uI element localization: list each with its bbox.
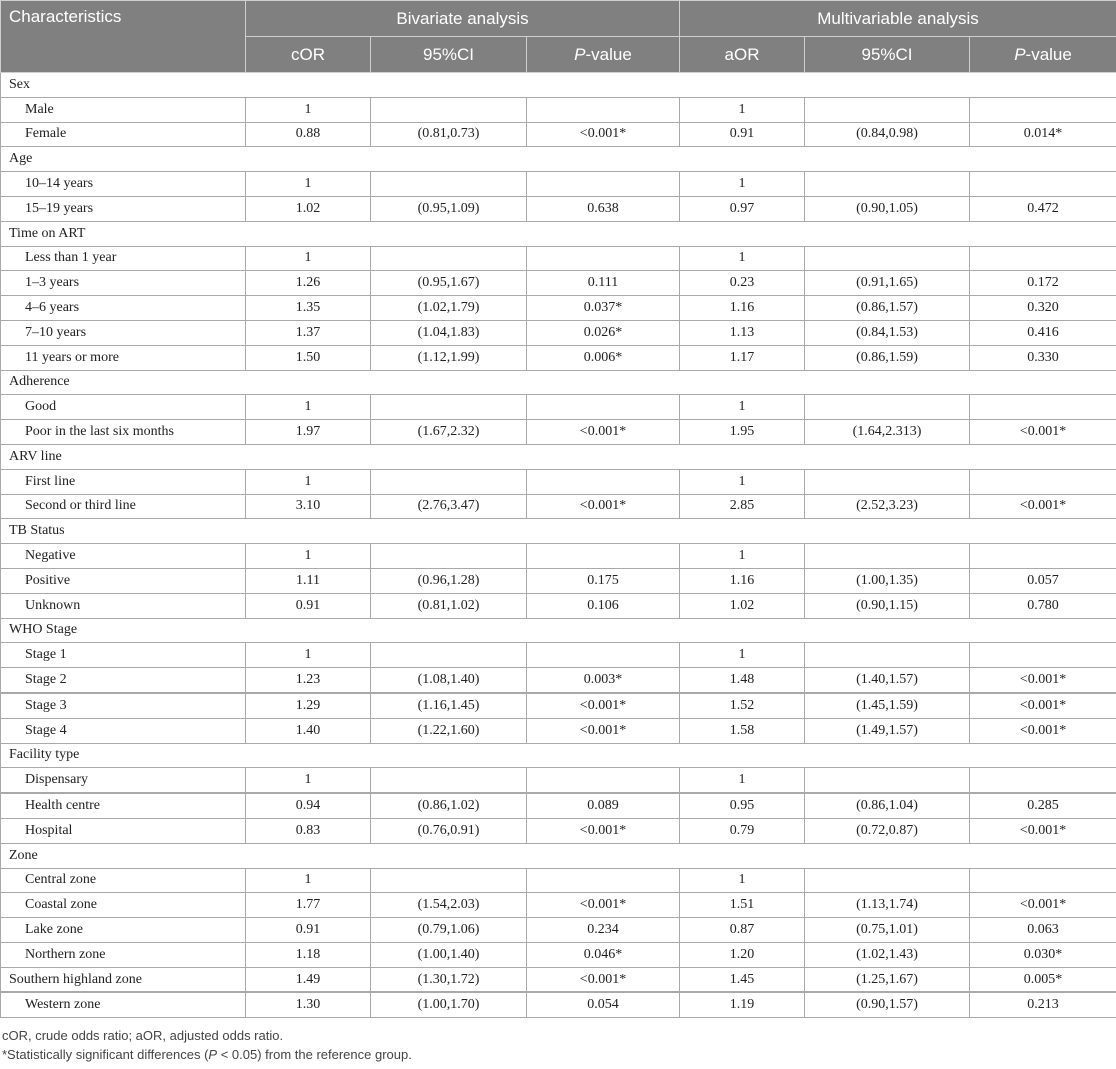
- table-row: [1, 967, 1116, 992]
- aor-cell: 0.23: [680, 271, 805, 296]
- header-aor: aOR: [680, 37, 805, 73]
- ci-multivariable-cell: [805, 395, 970, 420]
- aor-cell: 0.95: [680, 793, 805, 818]
- group-title: Sex: [1, 73, 1116, 98]
- group-header-row: [1, 519, 1116, 544]
- aor-cell: 1.58: [680, 718, 805, 743]
- aor-cell: 1: [680, 469, 805, 494]
- cor-cell: 0.91: [246, 918, 371, 943]
- row-label: Stage 2: [1, 668, 246, 693]
- ci-bivariate-cell: (1.00,1.40): [371, 942, 527, 967]
- aor-cell: 1: [680, 643, 805, 668]
- ci-multivariable-cell: (1.13,1.74): [805, 893, 970, 918]
- cor-cell: 1.26: [246, 271, 371, 296]
- p-multivariable-cell: 0.005*: [970, 967, 1116, 992]
- row-label: Northern zone: [1, 942, 246, 967]
- p-multivariable-cell: <0.001*: [970, 693, 1116, 718]
- table-row: [1, 122, 1116, 147]
- row-label: Unknown: [1, 593, 246, 618]
- row-label: Poor in the last six months: [1, 420, 246, 445]
- aor-cell: 1.95: [680, 420, 805, 445]
- cor-cell: 0.83: [246, 818, 371, 843]
- ci-multivariable-cell: [805, 469, 970, 494]
- ci-multivariable-cell: (2.52,3.23): [805, 494, 970, 519]
- row-label: Positive: [1, 568, 246, 593]
- ci-multivariable-cell: (0.86,1.59): [805, 345, 970, 370]
- row-label: Hospital: [1, 818, 246, 843]
- aor-cell: 1.16: [680, 568, 805, 593]
- aor-cell: 1: [680, 544, 805, 569]
- cor-cell: 1.37: [246, 320, 371, 345]
- header-multivariable: Multivariable analysis: [680, 1, 1116, 37]
- aor-cell: 2.85: [680, 494, 805, 519]
- cor-cell: 1.02: [246, 196, 371, 221]
- p-bivariate-cell: [527, 172, 680, 197]
- aor-cell: 0.97: [680, 196, 805, 221]
- row-label: Lake zone: [1, 918, 246, 943]
- ci-multivariable-cell: (0.90,1.15): [805, 593, 970, 618]
- p-bivariate-cell: [527, 768, 680, 793]
- group-title: Time on ART: [1, 221, 1116, 246]
- table-row: [1, 395, 1116, 420]
- p-bivariate-cell: <0.001*: [527, 693, 680, 718]
- row-label: First line: [1, 469, 246, 494]
- table-row: [1, 320, 1116, 345]
- p-bivariate-cell: [527, 469, 680, 494]
- ci-multivariable-cell: [805, 544, 970, 569]
- aor-cell: 0.91: [680, 122, 805, 147]
- header-ci-bivariate: 95%CI: [371, 37, 527, 73]
- table-row: [1, 271, 1116, 296]
- table-row: [1, 246, 1116, 271]
- group-header-row: [1, 618, 1116, 643]
- cor-cell: 1.18: [246, 942, 371, 967]
- ci-bivariate-cell: (1.54,2.03): [371, 893, 527, 918]
- ci-bivariate-cell: [371, 246, 527, 271]
- table-row: [1, 992, 1116, 1017]
- aor-cell: 1.20: [680, 942, 805, 967]
- cor-cell: 1.97: [246, 420, 371, 445]
- p-bivariate-cell: 0.006*: [527, 345, 680, 370]
- ci-multivariable-cell: (1.45,1.59): [805, 693, 970, 718]
- table-row: [1, 544, 1116, 569]
- ci-multivariable-cell: [805, 643, 970, 668]
- table-body: [1, 73, 1116, 1018]
- p-multivariable-cell: 0.320: [970, 296, 1116, 321]
- ci-multivariable-cell: (0.86,1.57): [805, 296, 970, 321]
- p-multivariable-cell: 0.213: [970, 992, 1116, 1017]
- row-label: Stage 1: [1, 643, 246, 668]
- p-multivariable-cell: <0.001*: [970, 494, 1116, 519]
- p-multivariable-cell: 0.014*: [970, 122, 1116, 147]
- ci-bivariate-cell: (1.08,1.40): [371, 668, 527, 693]
- p-multivariable-cell: [970, 768, 1116, 793]
- ci-bivariate-cell: [371, 768, 527, 793]
- row-label: 15–19 years: [1, 196, 246, 221]
- group-header-row: [1, 370, 1116, 395]
- group-header-row: [1, 743, 1116, 768]
- header-p-multivariable: P-value: [970, 37, 1116, 73]
- p-multivariable-cell: [970, 544, 1116, 569]
- cor-cell: 1: [246, 768, 371, 793]
- ci-multivariable-cell: (0.91,1.65): [805, 271, 970, 296]
- ci-multivariable-cell: [805, 768, 970, 793]
- p-bivariate-cell: <0.001*: [527, 122, 680, 147]
- p-multivariable-cell: <0.001*: [970, 818, 1116, 843]
- ci-bivariate-cell: (1.30,1.72): [371, 967, 527, 992]
- ci-bivariate-cell: (0.86,1.02): [371, 793, 527, 818]
- ci-multivariable-cell: (0.86,1.04): [805, 793, 970, 818]
- aor-cell: 1.02: [680, 593, 805, 618]
- group-title: WHO Stage: [1, 618, 1116, 643]
- table-row: [1, 494, 1116, 519]
- cor-cell: 1.30: [246, 992, 371, 1017]
- row-label: Coastal zone: [1, 893, 246, 918]
- table-row: [1, 793, 1116, 818]
- ci-bivariate-cell: [371, 395, 527, 420]
- p-bivariate-cell: <0.001*: [527, 818, 680, 843]
- cor-cell: 0.91: [246, 593, 371, 618]
- ci-bivariate-cell: (1.04,1.83): [371, 320, 527, 345]
- ci-bivariate-cell: [371, 544, 527, 569]
- p-bivariate-cell: 0.106: [527, 593, 680, 618]
- p-bivariate-cell: <0.001*: [527, 967, 680, 992]
- group-header-row: [1, 444, 1116, 469]
- table-row: [1, 420, 1116, 445]
- cor-cell: 1.23: [246, 668, 371, 693]
- ci-bivariate-cell: [371, 469, 527, 494]
- cor-cell: 1: [246, 469, 371, 494]
- aor-cell: 1: [680, 97, 805, 122]
- p-multivariable-cell: <0.001*: [970, 718, 1116, 743]
- table-row: [1, 693, 1116, 718]
- group-header-row: [1, 221, 1116, 246]
- table-footnotes: [0, 1018, 1116, 1064]
- p-bivariate-cell: [527, 868, 680, 893]
- p-multivariable-cell: [970, 868, 1116, 893]
- aor-cell: 1: [680, 868, 805, 893]
- ci-multivariable-cell: (1.00,1.35): [805, 568, 970, 593]
- ci-multivariable-cell: (0.84,0.98): [805, 122, 970, 147]
- p-bivariate-cell: [527, 395, 680, 420]
- header-bivariate: Bivariate analysis: [246, 1, 680, 37]
- ci-multivariable-cell: (1.64,2.313): [805, 420, 970, 445]
- table-row: [1, 196, 1116, 221]
- row-label: 4–6 years: [1, 296, 246, 321]
- ci-multivariable-cell: [805, 246, 970, 271]
- aor-cell: 1.48: [680, 668, 805, 693]
- cor-cell: 1.40: [246, 718, 371, 743]
- row-label: Good: [1, 395, 246, 420]
- cor-cell: 1.49: [246, 967, 371, 992]
- row-label: Less than 1 year: [1, 246, 246, 271]
- ci-multivariable-cell: (1.02,1.43): [805, 942, 970, 967]
- p-bivariate-cell: 0.111: [527, 271, 680, 296]
- ci-bivariate-cell: (1.22,1.60): [371, 718, 527, 743]
- aor-cell: 1.45: [680, 967, 805, 992]
- ci-bivariate-cell: (2.76,3.47): [371, 494, 527, 519]
- ci-multivariable-cell: [805, 172, 970, 197]
- p-bivariate-cell: [527, 544, 680, 569]
- aor-cell: 1.52: [680, 693, 805, 718]
- p-bivariate-cell: 0.638: [527, 196, 680, 221]
- cor-cell: 1.11: [246, 568, 371, 593]
- ci-bivariate-cell: (1.16,1.45): [371, 693, 527, 718]
- row-label: Southern highland zone: [1, 967, 246, 992]
- p-bivariate-cell: [527, 246, 680, 271]
- group-header-row: [1, 73, 1116, 98]
- p-bivariate-cell: [527, 97, 680, 122]
- group-title: Age: [1, 147, 1116, 172]
- cor-cell: 1.35: [246, 296, 371, 321]
- cor-cell: 1: [246, 172, 371, 197]
- table-row: [1, 942, 1116, 967]
- table-row: [1, 296, 1116, 321]
- p-bivariate-cell: 0.234: [527, 918, 680, 943]
- ci-bivariate-cell: (1.67,2.32): [371, 420, 527, 445]
- row-label: Central zone: [1, 868, 246, 893]
- p-bivariate-cell: 0.054: [527, 992, 680, 1017]
- ci-bivariate-cell: (1.02,1.79): [371, 296, 527, 321]
- cor-cell: 1.29: [246, 693, 371, 718]
- ci-multivariable-cell: (0.84,1.53): [805, 320, 970, 345]
- p-multivariable-cell: [970, 97, 1116, 122]
- row-label: 10–14 years: [1, 172, 246, 197]
- row-label: Second or third line: [1, 494, 246, 519]
- table-row: [1, 97, 1116, 122]
- ci-multivariable-cell: [805, 97, 970, 122]
- p-bivariate-cell: <0.001*: [527, 893, 680, 918]
- table-row: [1, 893, 1116, 918]
- aor-cell: 1: [680, 395, 805, 420]
- ci-bivariate-cell: [371, 172, 527, 197]
- row-label: Dispensary: [1, 768, 246, 793]
- footnote-significance: *Statistically significant differences (P < 0.05) from the reference group.: [2, 1047, 412, 1063]
- header-cor: cOR: [246, 37, 371, 73]
- cor-cell: 1: [246, 544, 371, 569]
- p-bivariate-cell: 0.026*: [527, 320, 680, 345]
- cor-cell: 1: [246, 868, 371, 893]
- group-title: TB Status: [1, 519, 1116, 544]
- ci-bivariate-cell: (0.95,1.67): [371, 271, 527, 296]
- ci-bivariate-cell: (0.76,0.91): [371, 818, 527, 843]
- group-title: Adherence: [1, 370, 1116, 395]
- aor-cell: 1.17: [680, 345, 805, 370]
- p-multivariable-cell: <0.001*: [970, 668, 1116, 693]
- p-bivariate-cell: 0.037*: [527, 296, 680, 321]
- row-label: Stage 4: [1, 718, 246, 743]
- cor-cell: 3.10: [246, 494, 371, 519]
- cor-cell: 1.77: [246, 893, 371, 918]
- row-label: Negative: [1, 544, 246, 569]
- p-multivariable-cell: [970, 395, 1116, 420]
- header-p-bivariate: P-value: [527, 37, 680, 73]
- ci-multivariable-cell: (0.90,1.05): [805, 196, 970, 221]
- aor-cell: 1: [680, 246, 805, 271]
- row-label: Stage 3: [1, 693, 246, 718]
- group-title: Facility type: [1, 743, 1116, 768]
- aor-cell: 1.19: [680, 992, 805, 1017]
- row-label: 11 years or more: [1, 345, 246, 370]
- cor-cell: 1.50: [246, 345, 371, 370]
- table-row: [1, 643, 1116, 668]
- table-row: [1, 593, 1116, 618]
- p-bivariate-cell: 0.046*: [527, 942, 680, 967]
- p-multivariable-cell: <0.001*: [970, 420, 1116, 445]
- ci-multivariable-cell: (0.72,0.87): [805, 818, 970, 843]
- p-multivariable-cell: 0.057: [970, 568, 1116, 593]
- p-bivariate-cell: <0.001*: [527, 420, 680, 445]
- ci-bivariate-cell: (0.81,0.73): [371, 122, 527, 147]
- table-row: [1, 718, 1116, 743]
- ci-bivariate-cell: (0.79,1.06): [371, 918, 527, 943]
- cor-cell: 0.88: [246, 122, 371, 147]
- table-row: [1, 172, 1116, 197]
- cor-cell: 0.94: [246, 793, 371, 818]
- table-row: [1, 918, 1116, 943]
- table-row: [1, 668, 1116, 693]
- table-row: [1, 868, 1116, 893]
- ci-bivariate-cell: (0.81,1.02): [371, 593, 527, 618]
- table-row: [1, 768, 1116, 793]
- ci-bivariate-cell: [371, 643, 527, 668]
- group-header-row: [1, 843, 1116, 868]
- p-multivariable-cell: 0.416: [970, 320, 1116, 345]
- group-header-row: [1, 147, 1116, 172]
- p-multivariable-cell: [970, 643, 1116, 668]
- aor-cell: 1.13: [680, 320, 805, 345]
- p-multivariable-cell: [970, 246, 1116, 271]
- p-multivariable-cell: [970, 469, 1116, 494]
- aor-cell: 0.87: [680, 918, 805, 943]
- aor-cell: 0.79: [680, 818, 805, 843]
- group-title: Zone: [1, 843, 1116, 868]
- table-row: [1, 469, 1116, 494]
- p-bivariate-cell: 0.089: [527, 793, 680, 818]
- aor-cell: 1.16: [680, 296, 805, 321]
- p-multivariable-cell: <0.001*: [970, 893, 1116, 918]
- p-multivariable-cell: [970, 172, 1116, 197]
- p-multivariable-cell: 0.030*: [970, 942, 1116, 967]
- row-label: 1–3 years: [1, 271, 246, 296]
- group-title: ARV line: [1, 444, 1116, 469]
- ci-bivariate-cell: (1.12,1.99): [371, 345, 527, 370]
- ci-bivariate-cell: (0.95,1.09): [371, 196, 527, 221]
- table-row: [1, 345, 1116, 370]
- p-bivariate-cell: 0.003*: [527, 668, 680, 693]
- row-label: 7–10 years: [1, 320, 246, 345]
- ci-bivariate-cell: (0.96,1.28): [371, 568, 527, 593]
- ci-bivariate-cell: [371, 97, 527, 122]
- ci-multivariable-cell: (1.49,1.57): [805, 718, 970, 743]
- row-label: Male: [1, 97, 246, 122]
- ci-multivariable-cell: (0.75,1.01): [805, 918, 970, 943]
- footnote-abbreviations: cOR, crude odds ratio; aOR, adjusted odds ratio.: [2, 1028, 284, 1044]
- row-label: Health centre: [1, 793, 246, 818]
- p-bivariate-cell: 0.175: [527, 568, 680, 593]
- ci-multivariable-cell: (1.40,1.57): [805, 668, 970, 693]
- ci-bivariate-cell: [371, 868, 527, 893]
- row-label: Female: [1, 122, 246, 147]
- p-bivariate-cell: <0.001*: [527, 718, 680, 743]
- aor-cell: 1.51: [680, 893, 805, 918]
- aor-cell: 1: [680, 768, 805, 793]
- row-label: Western zone: [1, 992, 246, 1017]
- aor-cell: 1: [680, 172, 805, 197]
- p-bivariate-cell: <0.001*: [527, 494, 680, 519]
- p-multivariable-cell: 0.172: [970, 271, 1116, 296]
- cor-cell: 1: [246, 97, 371, 122]
- ci-multivariable-cell: [805, 868, 970, 893]
- p-multivariable-cell: 0.063: [970, 918, 1116, 943]
- ci-multivariable-cell: (0.90,1.57): [805, 992, 970, 1017]
- p-multivariable-cell: 0.285: [970, 793, 1116, 818]
- ci-multivariable-cell: (1.25,1.67): [805, 967, 970, 992]
- p-multivariable-cell: 0.472: [970, 196, 1116, 221]
- cor-cell: 1: [246, 643, 371, 668]
- table-row: [1, 818, 1116, 843]
- p-bivariate-cell: [527, 643, 680, 668]
- table-row: [1, 568, 1116, 593]
- header-characteristics: Characteristics: [1, 1, 246, 73]
- p-multivariable-cell: 0.780: [970, 593, 1116, 618]
- ci-bivariate-cell: (1.00,1.70): [371, 992, 527, 1017]
- cor-cell: 1: [246, 395, 371, 420]
- p-multivariable-cell: 0.330: [970, 345, 1116, 370]
- header-ci-multivariable: 95%CI: [805, 37, 970, 73]
- cor-cell: 1: [246, 246, 371, 271]
